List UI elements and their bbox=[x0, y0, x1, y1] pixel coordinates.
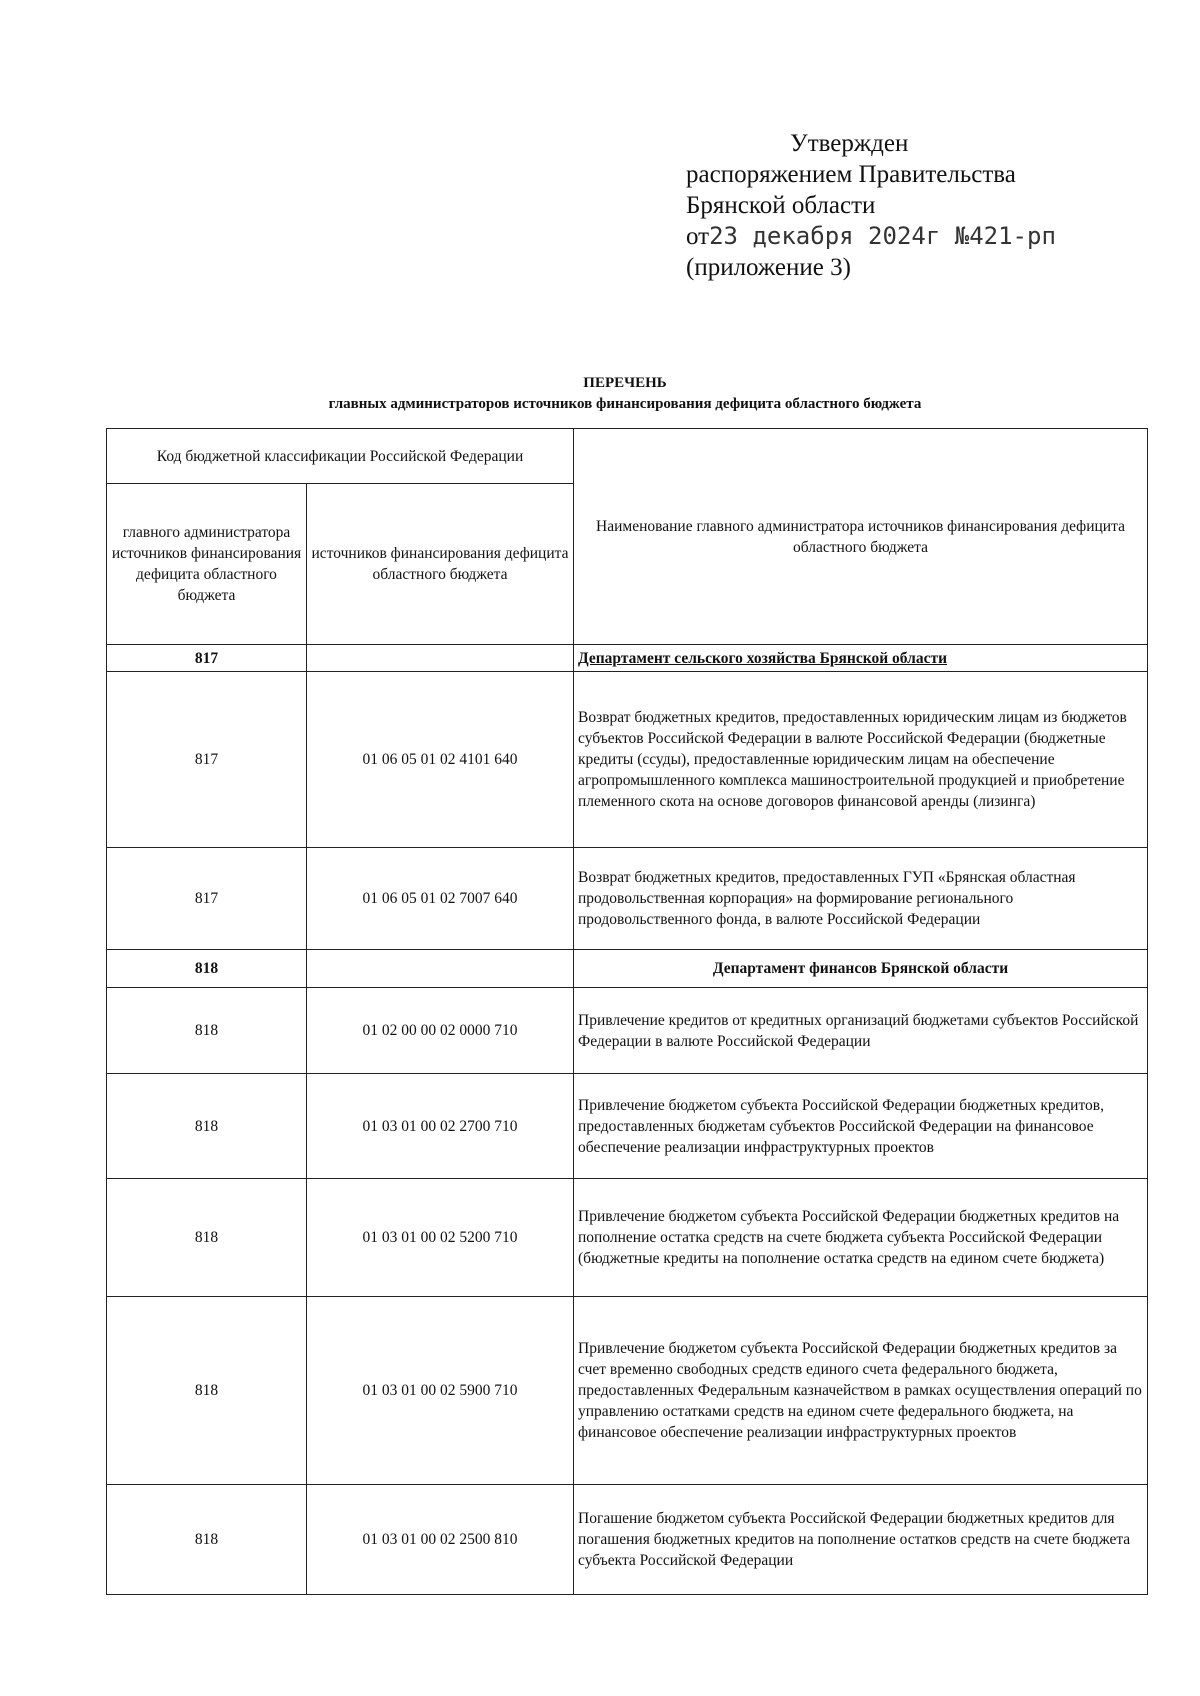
admin-code-cell: 817 bbox=[107, 848, 307, 950]
table-row bbox=[107, 1179, 1148, 1297]
approval-stamp bbox=[686, 128, 1056, 283]
admin-code-cell: 817 bbox=[107, 672, 307, 848]
item-name-cell: Привлечение кредитов от кредитных организаций бюджетами субъектов Российской Федерации в валюте Российской Федерации bbox=[574, 988, 1148, 1074]
table-row bbox=[107, 1297, 1148, 1485]
table-row bbox=[107, 672, 1148, 848]
admin-code-cell: 818 bbox=[107, 988, 307, 1074]
table-row bbox=[107, 988, 1148, 1074]
item-name-cell: Возврат бюджетных кредитов, предоставленных ГУП «Брянская областная продовольственная корпорация» на формирование регионального продовольственного фонда, в валюте Российской Федерации bbox=[574, 848, 1148, 950]
source-code-cell: 01 03 01 00 02 5900 710 bbox=[307, 1297, 574, 1485]
item-name-cell: Привлечение бюджетом субъекта Российской Федерации бюджетных кредитов, предоставленных бюджетам субъектов Российской Федерации на финансовое обеспечение реализации инфраструктурных проектов bbox=[574, 1074, 1148, 1179]
approval-line-order: распоряжением Правительства bbox=[686, 161, 1016, 188]
item-name-cell: Погашение бюджетом субъекта Российской Федерации бюджетных кредитов для погашения бюджетных кредитов на пополнение остатков средств на счете бюджета субъекта Российской Федерации bbox=[574, 1485, 1148, 1595]
header-group-cell: Код бюджетной классификации Российской Федерации bbox=[107, 429, 574, 484]
source-code-cell: 01 03 01 00 02 5200 710 bbox=[307, 1179, 574, 1297]
source-code-cell bbox=[307, 645, 574, 672]
table-row bbox=[107, 1074, 1148, 1179]
approval-date-prefix: от bbox=[686, 223, 710, 250]
approval-line-region: Брянской области bbox=[686, 192, 876, 219]
source-code-cell bbox=[307, 950, 574, 988]
admin-code-cell: 818 bbox=[107, 1074, 307, 1179]
item-name-cell: Возврат бюджетных кредитов, предоставленных юридическим лицам из бюджетов субъектов Российской Федерации в валюте Российской Федерации (бюджетные кредиты (ссуды), предоставленные юридическим лицам на обеспечение агропромышленного комплекса машиностроительной продукцией и приобретение племенного скота на основе договоров финансовой аренды (лизинга) bbox=[574, 672, 1148, 848]
approval-line-appendix: (приложение 3) bbox=[686, 254, 851, 281]
admin-code-cell: 817 bbox=[107, 645, 307, 672]
approval-date-handwritten: 23 декабря 2024г №421-рп bbox=[709, 222, 1056, 250]
table-row bbox=[107, 848, 1148, 950]
admin-code-cell: 818 bbox=[107, 1179, 307, 1297]
approval-date-line bbox=[686, 221, 1056, 252]
table-row bbox=[107, 1485, 1148, 1595]
header-admin-cell: главного администратора источников финансирования дефицита областного бюджета bbox=[107, 484, 307, 645]
approval-line-approved: Утвержден bbox=[790, 130, 909, 157]
document-subtitle: главных администраторов источников финансирования дефицита областного бюджета bbox=[328, 396, 922, 412]
table-row bbox=[107, 950, 1148, 988]
admin-code-cell: 818 bbox=[107, 1297, 307, 1485]
administrators-table bbox=[106, 428, 1148, 1595]
item-name-cell: Привлечение бюджетом субъекта Российской Федерации бюджетных кредитов за счет временно свободных средств единого счета федерального бюджета, предоставленных Федеральным казначейством в рамках осуществления операций по управлению остатками средств на едином счете федерального бюджета, на финансовое обеспечение реализации инфраструктурных проектов bbox=[574, 1297, 1148, 1485]
header-code-cell: источников финансирования дефицита областного бюджета bbox=[307, 484, 574, 645]
table-row bbox=[107, 645, 1148, 672]
source-code-cell: 01 03 01 00 02 2700 710 bbox=[307, 1074, 574, 1179]
source-code-cell: 01 06 05 01 02 4101 640 bbox=[307, 672, 574, 848]
source-code-cell: 01 02 00 00 02 0000 710 bbox=[307, 988, 574, 1074]
header-name-cell: Наименование главного администратора источников финансирования дефицита областного бюджета bbox=[574, 429, 1148, 645]
section-name-cell: Департамент финансов Брянской области bbox=[574, 950, 1148, 988]
table-header-row bbox=[107, 429, 1148, 484]
source-code-cell: 01 03 01 00 02 2500 810 bbox=[307, 1485, 574, 1595]
section-name-cell: Департамент сельского хозяйства Брянской области bbox=[574, 645, 1148, 672]
source-code-cell: 01 06 05 01 02 7007 640 bbox=[307, 848, 574, 950]
admin-code-cell: 818 bbox=[107, 1485, 307, 1595]
document-title: ПЕРЕЧЕНЬ bbox=[583, 375, 667, 391]
item-name-cell: Привлечение бюджетом субъекта Российской Федерации бюджетных кредитов на пополнение остатка средств на счете бюджета субъекта Российской Федерации (бюджетные кредиты на пополнение остатка средств на едином счете бюджета) bbox=[574, 1179, 1148, 1297]
admin-code-cell: 818 bbox=[107, 950, 307, 988]
